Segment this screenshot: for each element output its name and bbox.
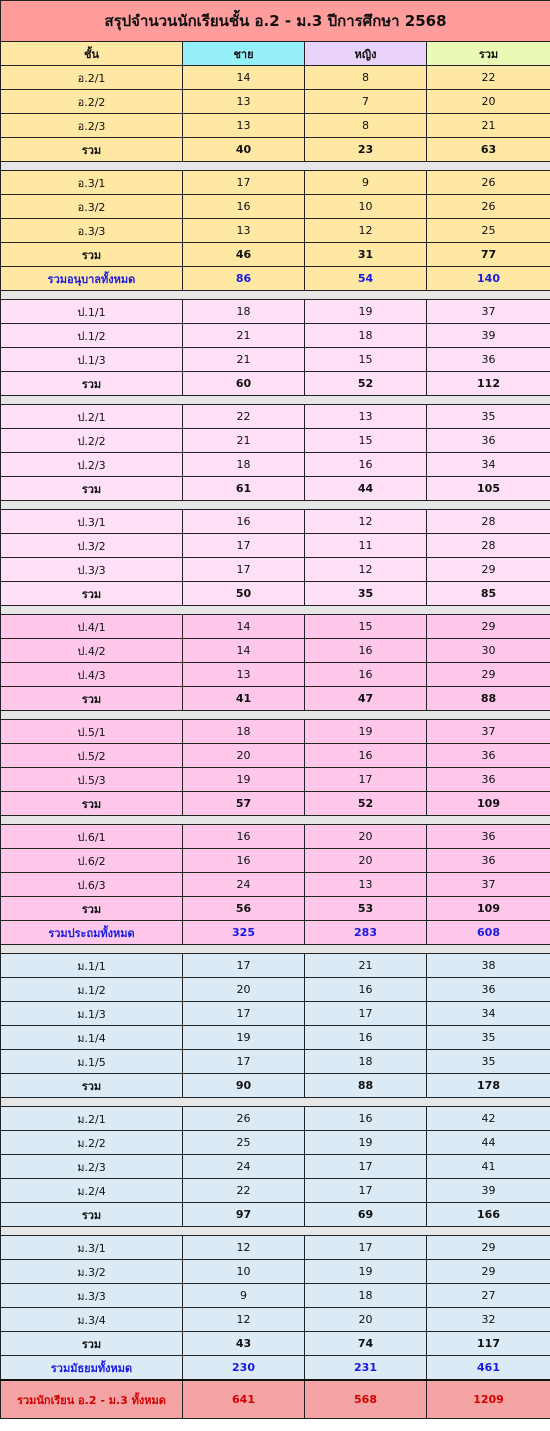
male-cell: 14	[183, 615, 305, 639]
male-cell: 13	[183, 663, 305, 687]
class-cell: ป.5/1	[1, 720, 183, 744]
total-cell: 1209	[427, 1380, 550, 1419]
male-cell: 9	[183, 1284, 305, 1308]
subtotal-row	[1, 897, 550, 921]
female-cell: 35	[305, 582, 427, 606]
male-cell: 46	[183, 243, 305, 267]
table-row	[1, 1026, 550, 1050]
male-cell: 21	[183, 324, 305, 348]
section-spacer	[1, 711, 550, 720]
male-cell: 18	[183, 300, 305, 324]
female-cell: 20	[305, 849, 427, 873]
total-cell: 85	[427, 582, 550, 606]
total-cell: 178	[427, 1074, 550, 1098]
total-cell: 29	[427, 1236, 550, 1260]
male-cell: 19	[183, 1026, 305, 1050]
class-cell: รวมอนุบาลทั้งหมด	[1, 267, 183, 291]
male-cell: 26	[183, 1107, 305, 1131]
female-cell: 17	[305, 1179, 427, 1203]
female-cell: 17	[305, 1155, 427, 1179]
class-cell: ม.3/1	[1, 1236, 183, 1260]
male-cell: 56	[183, 897, 305, 921]
female-cell: 15	[305, 429, 427, 453]
class-cell: ม.1/1	[1, 954, 183, 978]
male-cell: 97	[183, 1203, 305, 1227]
female-cell: 12	[305, 219, 427, 243]
class-cell: ป.3/1	[1, 510, 183, 534]
section-spacer	[1, 1098, 550, 1107]
spacer-cell	[1, 501, 550, 510]
male-cell: 17	[183, 1050, 305, 1074]
level-total-row	[1, 921, 550, 945]
class-cell: รวม	[1, 897, 183, 921]
subtotal-row	[1, 1332, 550, 1356]
class-cell: อ.2/2	[1, 90, 183, 114]
table-row	[1, 558, 550, 582]
table-row	[1, 825, 550, 849]
total-cell: 42	[427, 1107, 550, 1131]
table-row	[1, 534, 550, 558]
total-cell: 36	[427, 348, 550, 372]
male-cell: 10	[183, 1260, 305, 1284]
total-cell: 608	[427, 921, 550, 945]
male-cell: 17	[183, 558, 305, 582]
header-male: ชาย	[183, 42, 305, 66]
title-row	[1, 1, 550, 42]
female-cell: 18	[305, 324, 427, 348]
male-cell: 325	[183, 921, 305, 945]
level-total-row	[1, 1356, 550, 1381]
male-cell: 41	[183, 687, 305, 711]
total-cell: 77	[427, 243, 550, 267]
total-cell: 37	[427, 720, 550, 744]
male-cell: 12	[183, 1236, 305, 1260]
class-cell: รวม	[1, 1074, 183, 1098]
total-cell: 25	[427, 219, 550, 243]
female-cell: 10	[305, 195, 427, 219]
header-female: หญิง	[305, 42, 427, 66]
table-row	[1, 300, 550, 324]
total-cell: 20	[427, 90, 550, 114]
subtotal-row	[1, 1074, 550, 1098]
female-cell: 88	[305, 1074, 427, 1098]
spacer-cell	[1, 1098, 550, 1107]
spacer-cell	[1, 1227, 550, 1236]
grand-total-row	[1, 1380, 550, 1419]
male-cell: 16	[183, 195, 305, 219]
class-cell: ม.1/2	[1, 978, 183, 1002]
total-cell: 109	[427, 792, 550, 816]
female-cell: 52	[305, 792, 427, 816]
class-cell: รวม	[1, 372, 183, 396]
section-spacer	[1, 945, 550, 954]
total-cell: 35	[427, 405, 550, 429]
female-cell: 47	[305, 687, 427, 711]
female-cell: 19	[305, 1131, 427, 1155]
female-cell: 44	[305, 477, 427, 501]
table-row	[1, 720, 550, 744]
section-spacer	[1, 606, 550, 615]
total-cell: 22	[427, 66, 550, 90]
female-cell: 12	[305, 510, 427, 534]
class-cell: ป.1/3	[1, 348, 183, 372]
total-cell: 30	[427, 639, 550, 663]
female-cell: 74	[305, 1332, 427, 1356]
section-spacer	[1, 396, 550, 405]
total-cell: 140	[427, 267, 550, 291]
table-row	[1, 768, 550, 792]
female-cell: 17	[305, 1002, 427, 1026]
male-cell: 43	[183, 1332, 305, 1356]
table-row	[1, 978, 550, 1002]
male-cell: 20	[183, 978, 305, 1002]
male-cell: 641	[183, 1380, 305, 1419]
table-row	[1, 1260, 550, 1284]
male-cell: 13	[183, 114, 305, 138]
female-cell: 9	[305, 171, 427, 195]
total-cell: 21	[427, 114, 550, 138]
table-row	[1, 348, 550, 372]
male-cell: 60	[183, 372, 305, 396]
class-cell: ป.6/3	[1, 873, 183, 897]
table-row	[1, 219, 550, 243]
class-cell: ป.1/2	[1, 324, 183, 348]
section-spacer	[1, 816, 550, 825]
total-cell: 36	[427, 825, 550, 849]
class-cell: ม.2/3	[1, 1155, 183, 1179]
female-cell: 53	[305, 897, 427, 921]
total-cell: 38	[427, 954, 550, 978]
total-cell: 26	[427, 171, 550, 195]
female-cell: 19	[305, 720, 427, 744]
female-cell: 231	[305, 1356, 427, 1381]
section-spacer	[1, 501, 550, 510]
table-row	[1, 453, 550, 477]
female-cell: 20	[305, 1308, 427, 1332]
spacer-cell	[1, 291, 550, 300]
female-cell: 283	[305, 921, 427, 945]
class-cell: ป.6/2	[1, 849, 183, 873]
subtotal-row	[1, 138, 550, 162]
class-cell: ม.3/2	[1, 1260, 183, 1284]
female-cell: 12	[305, 558, 427, 582]
male-cell: 17	[183, 1002, 305, 1026]
male-cell: 40	[183, 138, 305, 162]
class-cell: ป.5/3	[1, 768, 183, 792]
female-cell: 54	[305, 267, 427, 291]
total-cell: 109	[427, 897, 550, 921]
female-cell: 8	[305, 66, 427, 90]
total-cell: 29	[427, 558, 550, 582]
table-row	[1, 405, 550, 429]
female-cell: 52	[305, 372, 427, 396]
male-cell: 17	[183, 171, 305, 195]
total-cell: 112	[427, 372, 550, 396]
spacer-cell	[1, 711, 550, 720]
female-cell: 19	[305, 1260, 427, 1284]
male-cell: 50	[183, 582, 305, 606]
male-cell: 21	[183, 429, 305, 453]
class-cell: ป.3/2	[1, 534, 183, 558]
male-cell: 90	[183, 1074, 305, 1098]
class-cell: อ.3/1	[1, 171, 183, 195]
class-cell: รวมนักเรียน อ.2 - ม.3 ทั้งหมด	[1, 1380, 183, 1419]
male-cell: 17	[183, 534, 305, 558]
total-cell: 36	[427, 849, 550, 873]
class-cell: ป.6/1	[1, 825, 183, 849]
total-cell: 34	[427, 453, 550, 477]
female-cell: 16	[305, 639, 427, 663]
class-cell: ม.1/5	[1, 1050, 183, 1074]
female-cell: 19	[305, 300, 427, 324]
total-cell: 29	[427, 615, 550, 639]
male-cell: 18	[183, 453, 305, 477]
female-cell: 20	[305, 825, 427, 849]
header-class: ชั้น	[1, 42, 183, 66]
header-total: รวม	[427, 42, 550, 66]
class-cell: รวม	[1, 687, 183, 711]
female-cell: 8	[305, 114, 427, 138]
total-cell: 29	[427, 663, 550, 687]
female-cell: 13	[305, 405, 427, 429]
total-cell: 63	[427, 138, 550, 162]
female-cell: 16	[305, 978, 427, 1002]
male-cell: 21	[183, 348, 305, 372]
total-cell: 461	[427, 1356, 550, 1381]
class-cell: ป.3/3	[1, 558, 183, 582]
female-cell: 7	[305, 90, 427, 114]
class-cell: ป.1/1	[1, 300, 183, 324]
total-cell: 32	[427, 1308, 550, 1332]
table-row	[1, 615, 550, 639]
female-cell: 17	[305, 768, 427, 792]
class-cell: รวมประถมทั้งหมด	[1, 921, 183, 945]
subtotal-row	[1, 792, 550, 816]
class-cell: ม.2/4	[1, 1179, 183, 1203]
table-row	[1, 324, 550, 348]
total-cell: 37	[427, 300, 550, 324]
class-cell: ป.2/2	[1, 429, 183, 453]
class-cell: ป.4/1	[1, 615, 183, 639]
class-cell: รวม	[1, 1332, 183, 1356]
female-cell: 16	[305, 453, 427, 477]
subtotal-row	[1, 582, 550, 606]
table-row	[1, 195, 550, 219]
table-row	[1, 1284, 550, 1308]
male-cell: 20	[183, 744, 305, 768]
male-cell: 14	[183, 66, 305, 90]
female-cell: 11	[305, 534, 427, 558]
female-cell: 21	[305, 954, 427, 978]
female-cell: 16	[305, 744, 427, 768]
total-cell: 39	[427, 324, 550, 348]
class-cell: ป.5/2	[1, 744, 183, 768]
total-cell: 34	[427, 1002, 550, 1026]
spacer-cell	[1, 396, 550, 405]
level-total-row	[1, 267, 550, 291]
table-row	[1, 663, 550, 687]
male-cell: 17	[183, 954, 305, 978]
table-row	[1, 639, 550, 663]
table-body	[1, 1, 550, 1419]
class-cell: ม.3/3	[1, 1284, 183, 1308]
table-row	[1, 114, 550, 138]
class-cell: รวม	[1, 243, 183, 267]
section-spacer	[1, 1227, 550, 1236]
class-cell: รวม	[1, 792, 183, 816]
male-cell: 86	[183, 267, 305, 291]
female-cell: 69	[305, 1203, 427, 1227]
total-cell: 105	[427, 477, 550, 501]
male-cell: 13	[183, 90, 305, 114]
spacer-cell	[1, 606, 550, 615]
male-cell: 18	[183, 720, 305, 744]
male-cell: 57	[183, 792, 305, 816]
class-cell: ม.1/3	[1, 1002, 183, 1026]
male-cell: 16	[183, 825, 305, 849]
section-spacer	[1, 162, 550, 171]
subtotal-row	[1, 687, 550, 711]
class-cell: ม.1/4	[1, 1026, 183, 1050]
female-cell: 31	[305, 243, 427, 267]
table-row	[1, 1050, 550, 1074]
subtotal-row	[1, 372, 550, 396]
male-cell: 22	[183, 405, 305, 429]
spacer-cell	[1, 945, 550, 954]
female-cell: 15	[305, 615, 427, 639]
female-cell: 16	[305, 663, 427, 687]
female-cell: 568	[305, 1380, 427, 1419]
total-cell: 28	[427, 534, 550, 558]
table-row	[1, 66, 550, 90]
class-cell: ม.3/4	[1, 1308, 183, 1332]
class-cell: รวม	[1, 138, 183, 162]
total-cell: 36	[427, 744, 550, 768]
class-cell: รวมมัธยมทั้งหมด	[1, 1356, 183, 1381]
total-cell: 44	[427, 1131, 550, 1155]
total-cell: 35	[427, 1050, 550, 1074]
male-cell: 22	[183, 1179, 305, 1203]
male-cell: 16	[183, 510, 305, 534]
table-row	[1, 1179, 550, 1203]
female-cell: 13	[305, 873, 427, 897]
total-cell: 39	[427, 1179, 550, 1203]
total-cell: 166	[427, 1203, 550, 1227]
total-cell: 35	[427, 1026, 550, 1050]
table-row	[1, 1308, 550, 1332]
total-cell: 36	[427, 978, 550, 1002]
total-cell: 88	[427, 687, 550, 711]
table-row	[1, 1107, 550, 1131]
class-cell: รวม	[1, 582, 183, 606]
female-cell: 23	[305, 138, 427, 162]
total-cell: 29	[427, 1260, 550, 1284]
class-cell: อ.3/2	[1, 195, 183, 219]
class-cell: ม.2/1	[1, 1107, 183, 1131]
total-cell: 36	[427, 429, 550, 453]
male-cell: 12	[183, 1308, 305, 1332]
total-cell: 117	[427, 1332, 550, 1356]
table-row	[1, 1002, 550, 1026]
subtotal-row	[1, 243, 550, 267]
male-cell: 61	[183, 477, 305, 501]
class-cell: รวม	[1, 477, 183, 501]
table-row	[1, 1131, 550, 1155]
header-row	[1, 42, 550, 66]
total-cell: 27	[427, 1284, 550, 1308]
male-cell: 14	[183, 639, 305, 663]
total-cell: 41	[427, 1155, 550, 1179]
male-cell: 24	[183, 873, 305, 897]
table-row	[1, 510, 550, 534]
female-cell: 16	[305, 1107, 427, 1131]
male-cell: 230	[183, 1356, 305, 1381]
female-cell: 16	[305, 1026, 427, 1050]
class-cell: อ.3/3	[1, 219, 183, 243]
class-cell: ม.2/2	[1, 1131, 183, 1155]
page-title: สรุปจำนวนนักเรียนชั้น อ.2 - ม.3 ปีการศึกษา 2568	[1, 1, 550, 42]
total-cell: 28	[427, 510, 550, 534]
table-row	[1, 90, 550, 114]
total-cell: 37	[427, 873, 550, 897]
table-row	[1, 429, 550, 453]
total-cell: 36	[427, 768, 550, 792]
class-cell: รวม	[1, 1203, 183, 1227]
male-cell: 24	[183, 1155, 305, 1179]
female-cell: 18	[305, 1284, 427, 1308]
table-row	[1, 744, 550, 768]
class-cell: ป.4/2	[1, 639, 183, 663]
female-cell: 17	[305, 1236, 427, 1260]
class-cell: ป.4/3	[1, 663, 183, 687]
subtotal-row	[1, 477, 550, 501]
class-cell: ป.2/3	[1, 453, 183, 477]
female-cell: 18	[305, 1050, 427, 1074]
table-row	[1, 954, 550, 978]
class-cell: อ.2/3	[1, 114, 183, 138]
male-cell: 16	[183, 849, 305, 873]
male-cell: 25	[183, 1131, 305, 1155]
class-cell: ป.2/1	[1, 405, 183, 429]
table-row	[1, 873, 550, 897]
spacer-cell	[1, 162, 550, 171]
total-cell: 26	[427, 195, 550, 219]
female-cell: 15	[305, 348, 427, 372]
table-row	[1, 171, 550, 195]
spacer-cell	[1, 816, 550, 825]
class-cell: อ.2/1	[1, 66, 183, 90]
subtotal-row	[1, 1203, 550, 1227]
male-cell: 19	[183, 768, 305, 792]
table-row	[1, 1236, 550, 1260]
table-row	[1, 849, 550, 873]
section-spacer	[1, 291, 550, 300]
male-cell: 13	[183, 219, 305, 243]
table-row	[1, 1155, 550, 1179]
